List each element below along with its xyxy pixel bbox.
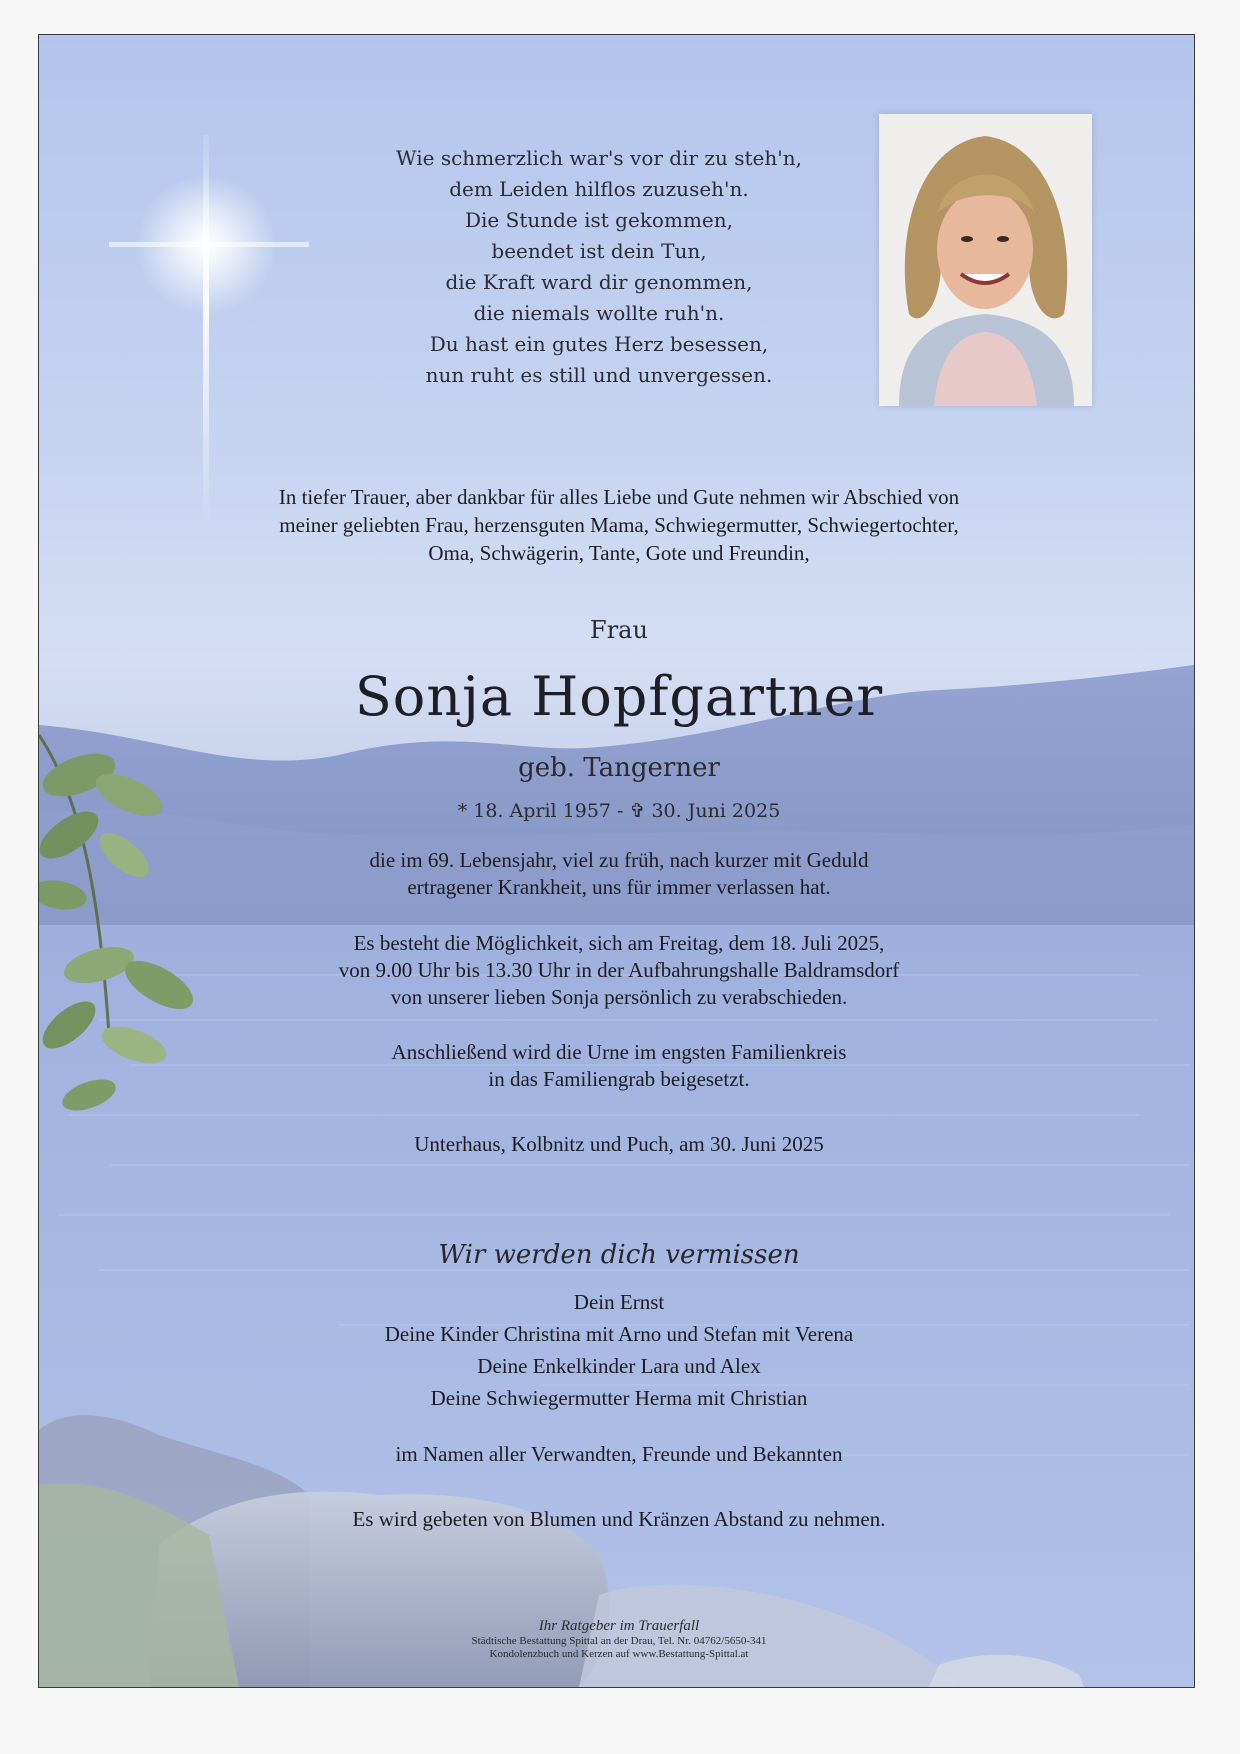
flowers-note: [199, 1506, 1039, 1533]
burial-text: [199, 1039, 1039, 1093]
poem-line: Du hast ein gutes Herz besessen,: [429, 332, 769, 356]
poem-line: nun ruht es still und unvergessen.: [425, 363, 773, 387]
mourner-line: Deine Kinder Christina mit Arno und Stefan mit Verena: [384, 1322, 854, 1346]
footer-contact: Städtische Bestattung Spittal an der Drau, Tel. Nr. 04762/5650-341: [471, 1635, 767, 1647]
farewell-viewing-text: [199, 930, 1039, 1011]
portrait-photo: [879, 114, 1092, 406]
relatives-line: [199, 1441, 1039, 1468]
poem-line: dem Leiden hilflos zuzuseh'n.: [449, 177, 749, 201]
burial-line: in das Familiengrab beigesetzt.: [488, 1067, 750, 1091]
birth-name: geb. Tangerner: [518, 753, 720, 783]
intro-line: In tiefer Trauer, aber dankbar für alles Liebe und Gute nehmen wir Abschied von: [278, 485, 960, 509]
family-mourners: [199, 1286, 1039, 1414]
farewell-line: von unserer lieben Sonja persönlich zu verabschieden.: [390, 985, 848, 1009]
funeral-home-footer: [419, 1617, 819, 1661]
life-dates: * 18. April 1957 - ✞ 30. Juni 2025: [457, 800, 781, 822]
place-date-line: Unterhaus, Kolbnitz und Puch, am 30. Juni 2025: [414, 1132, 824, 1156]
footer-slogan: Ihr Ratgeber im Trauerfall: [538, 1618, 700, 1634]
poem-line: die Kraft ward dir genommen,: [445, 270, 753, 294]
intro-line: Oma, Schwägerin, Tante, Gote und Freundin,: [428, 541, 810, 565]
relatives-text: im Namen aller Verwandten, Freunde und Bekannten: [395, 1442, 843, 1466]
mourner-line: Deine Schwiegermutter Herma mit Christian: [430, 1386, 808, 1410]
poem-line: beendet ist dein Tun,: [491, 239, 707, 263]
farewell-line: Es besteht die Möglichkeit, sich am Freitag, dem 18. Juli 2025,: [353, 931, 885, 955]
lifetime-line: die im 69. Lebensjahr, viel zu früh, nach kurzer mit Geduld: [369, 848, 869, 872]
flowers-note-text: Es wird gebeten von Blumen und Kränzen Abstand zu nehmen.: [352, 1507, 886, 1531]
obituary-card: [38, 34, 1195, 1688]
lifetime-line: ertragener Krankheit, uns für immer verlassen hat.: [407, 875, 831, 899]
poem-line: Die Stunde ist gekommen,: [465, 208, 733, 232]
intro-line: meiner geliebten Frau, herzensguten Mama, Schwiegermutter, Schwiegertochter,: [279, 513, 959, 537]
lifetime-text: [199, 847, 1039, 901]
we-will-miss-you: Wir werden dich vermissen: [438, 1240, 800, 1270]
burial-line: Anschließend wird die Urne im engsten Familienkreis: [391, 1040, 847, 1064]
mourner-line: Dein Ernst: [573, 1290, 665, 1314]
salutation: Frau: [590, 616, 648, 644]
farewell-line: von 9.00 Uhr bis 13.30 Uhr in der Aufbahrungshalle Baldramsdorf: [338, 958, 900, 982]
poem-line: Wie schmerzlich war's vor dir zu steh'n,: [396, 146, 802, 170]
poem-line: die niemals wollte ruh'n.: [473, 301, 725, 325]
deceased-name: Sonja Hopfgartner: [354, 665, 884, 728]
mourner-line: Deine Enkelkinder Lara und Alex: [477, 1354, 761, 1378]
memorial-poem: [279, 143, 919, 391]
place-and-date: [199, 1131, 1039, 1158]
footer-website: Kondolenzbuch und Kerzen auf www.Bestattung-Spittal.at: [489, 1648, 749, 1660]
intro-text: [219, 483, 1019, 567]
portrait-image: [879, 114, 1092, 406]
